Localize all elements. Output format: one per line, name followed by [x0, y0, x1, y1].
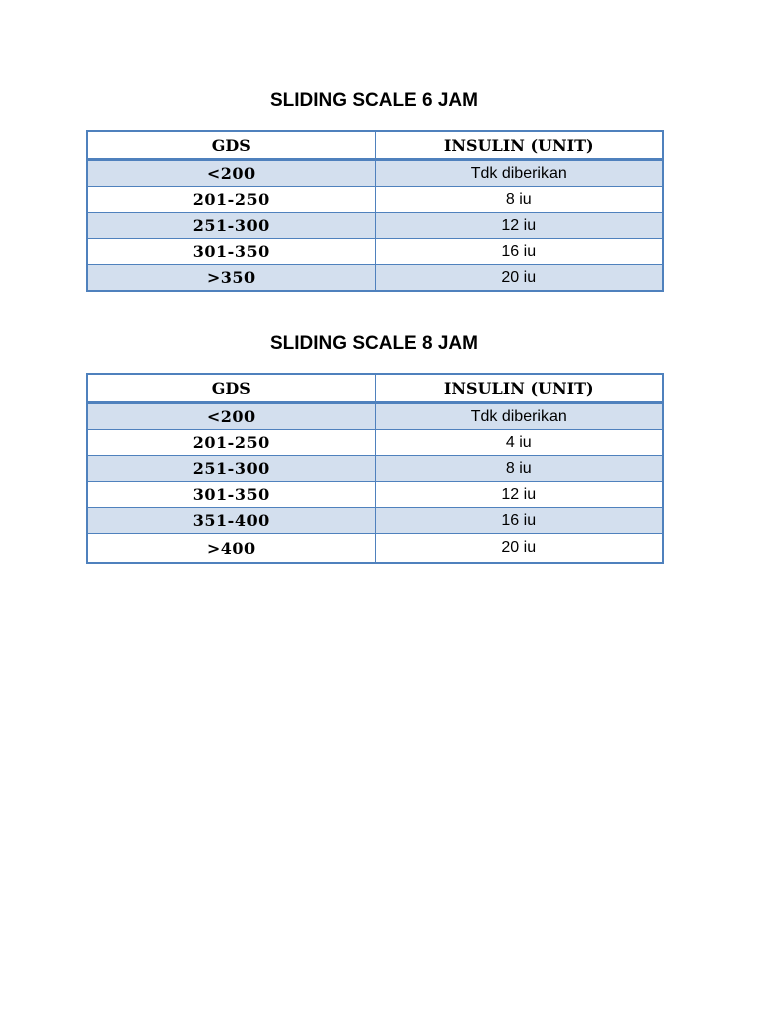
gds-cell: 251-300 — [87, 456, 375, 482]
table-row — [87, 482, 663, 508]
insulin-cell: 12 iu — [375, 213, 663, 239]
insulin-cell: 8 iu — [375, 187, 663, 213]
gds-cell: >400 — [87, 534, 375, 564]
insulin-cell: 8 iu — [375, 456, 663, 482]
insulin-cell: 4 iu — [375, 430, 663, 456]
gds-cell: <200 — [87, 403, 375, 430]
sliding-scale-6-jam-table — [86, 130, 664, 292]
insulin-cell: 20 iu — [375, 534, 663, 564]
table-row — [87, 456, 663, 482]
table-row — [87, 430, 663, 456]
header-gds: GDS — [87, 374, 375, 403]
table-header-row — [87, 131, 663, 160]
gds-cell: 251-300 — [87, 213, 375, 239]
header-insulin: INSULIN (UNIT) — [375, 131, 663, 160]
gds-cell: 351-400 — [87, 508, 375, 534]
gds-cell: <200 — [87, 160, 375, 187]
gds-cell: 301-350 — [87, 239, 375, 265]
table-title-6-jam: SLIDING SCALE 6 JAM — [270, 90, 478, 111]
table-title-8-jam: SLIDING SCALE 8 JAM — [270, 333, 478, 354]
table-row — [87, 187, 663, 213]
gds-cell: >350 — [87, 265, 375, 292]
sliding-scale-8-jam-table — [86, 373, 664, 564]
table-row — [87, 403, 663, 430]
table-row — [87, 213, 663, 239]
gds-cell: 301-350 — [87, 482, 375, 508]
table-row — [87, 160, 663, 187]
insulin-cell: 20 iu — [375, 265, 663, 292]
table-row — [87, 239, 663, 265]
table-row — [87, 534, 663, 564]
insulin-cell: 16 iu — [375, 239, 663, 265]
insulin-cell: Tdk diberikan — [375, 160, 663, 187]
insulin-cell: Tdk diberikan — [375, 403, 663, 430]
header-insulin: INSULIN (UNIT) — [375, 374, 663, 403]
table-row — [87, 508, 663, 534]
insulin-cell: 12 iu — [375, 482, 663, 508]
gds-cell: 201-250 — [87, 430, 375, 456]
gds-cell: 201-250 — [87, 187, 375, 213]
header-gds: GDS — [87, 131, 375, 160]
table-header-row — [87, 374, 663, 403]
insulin-cell: 16 iu — [375, 508, 663, 534]
table-row — [87, 265, 663, 292]
